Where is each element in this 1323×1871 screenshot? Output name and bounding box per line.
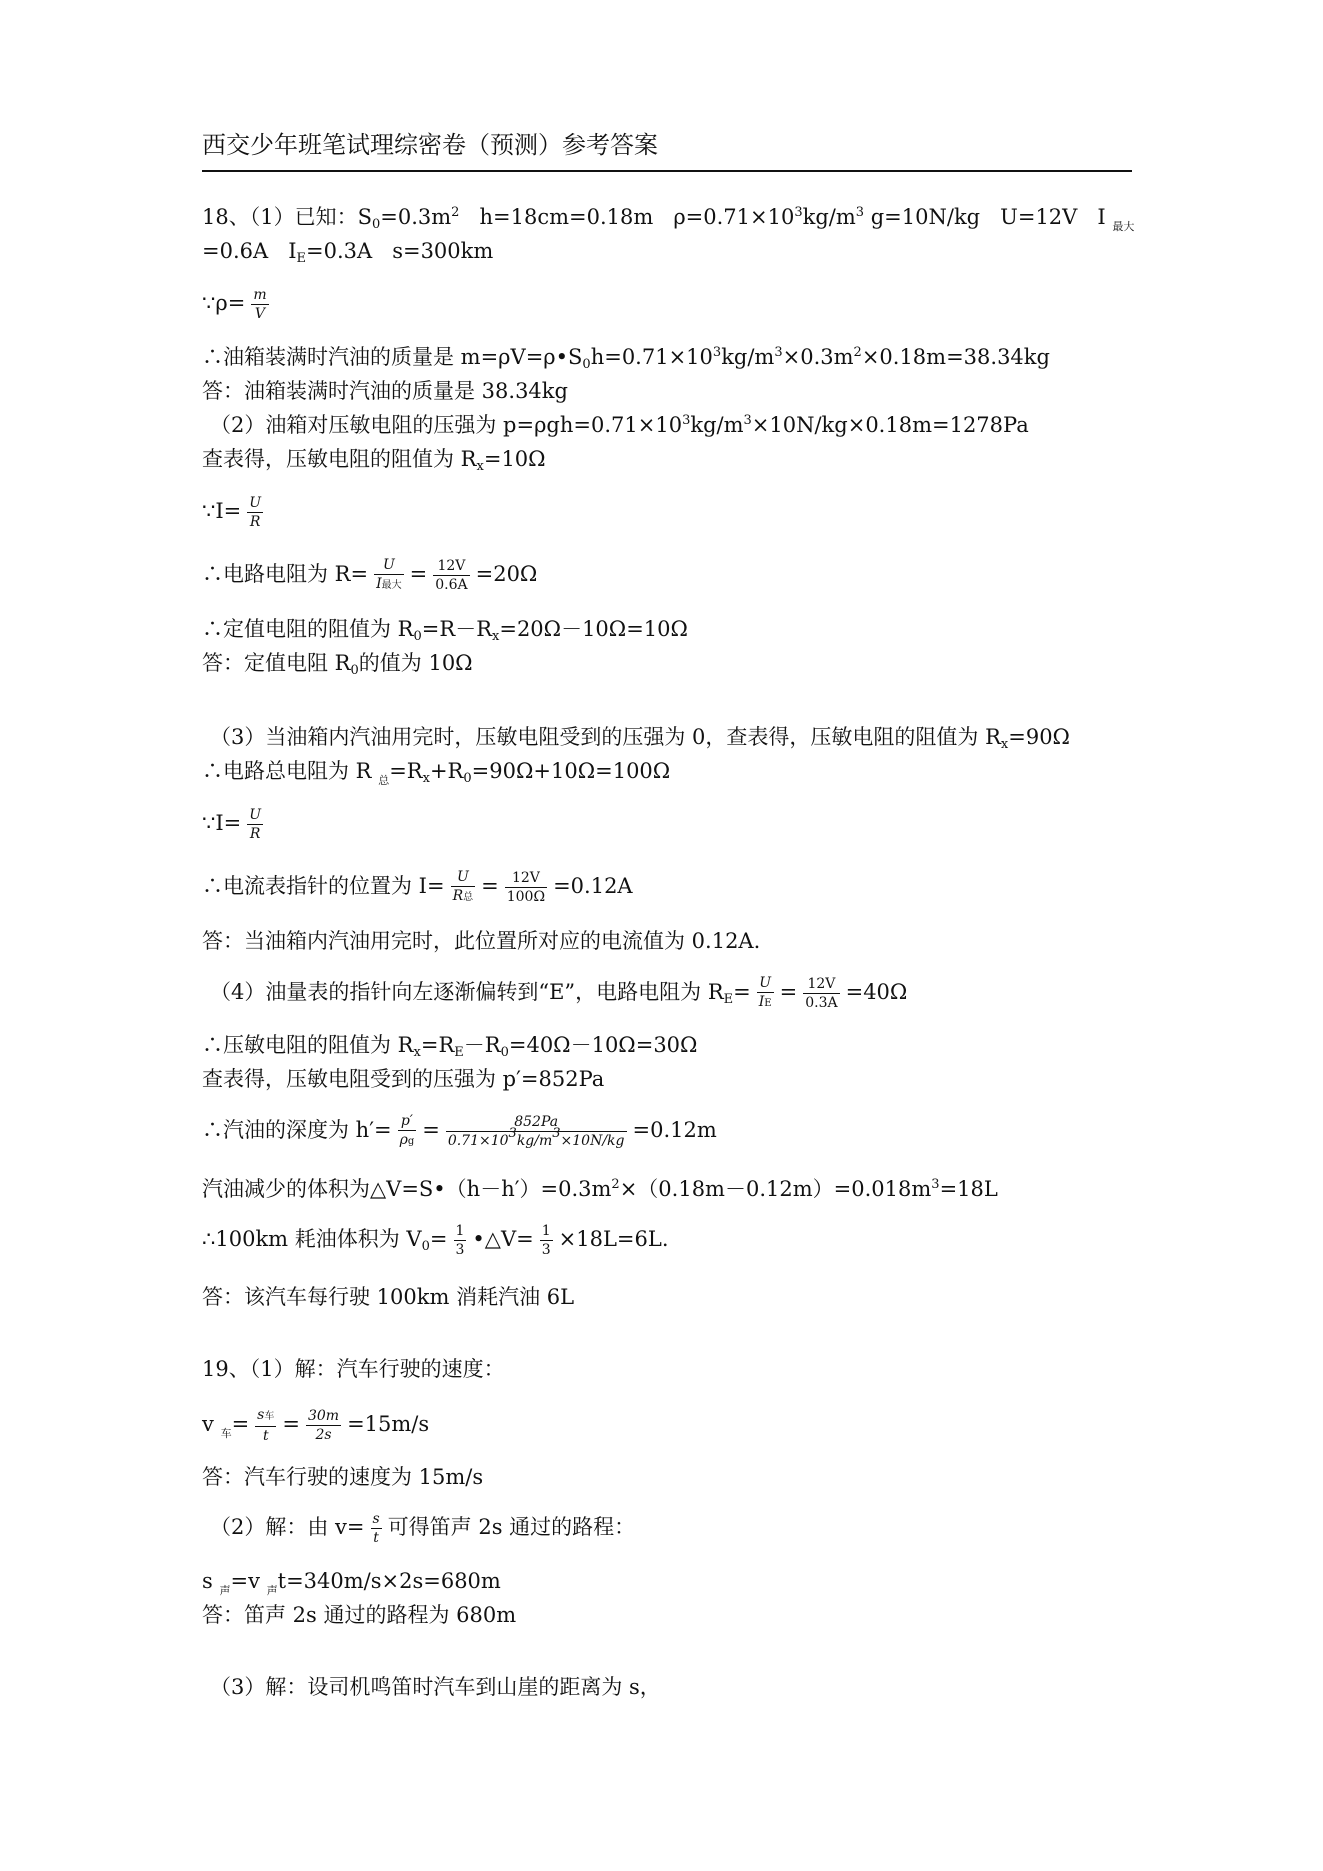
q18-volume-decrease: 汽油减少的体积为$\triangle V=S•(h-h')=0.3m^2\times(0.18m-0.12m)=0.018m^3=18L$ [202, 1177, 998, 1201]
fraction: $\frac{U}{IE}$ [758, 975, 772, 1010]
q19-speed-calc: v $_车$= $\frac{\text{s车}}{t}$ = $\frac{30m}{2s}$ =15m/s [202, 1407, 430, 1444]
page-header [202, 128, 1132, 172]
q18-answer-2: 答：定值电阻 $R_0$的值为 10Ω [202, 651, 473, 678]
fraction: $\frac{U}{R}$ [249, 807, 262, 842]
q19-part-2: （2）解：由 v= $\frac{s}{t}$ 可得笛声 2s 通过的路程： [210, 1511, 636, 1546]
fraction: $\frac{12V}{100\Omega}$ [506, 870, 546, 905]
q18-answer-1: 答：油箱装满时汽油的质量是 38.34kg [202, 379, 568, 403]
fraction: $\frac{m}{V}$ [253, 287, 267, 322]
q18-circuit-resistance: ∴电路电阻为 R= $\frac{U}{\text{I最大}}$ = $\frac{12V}{0.6A}$ =20Ω [202, 557, 538, 593]
page-title: 西交少年班笔试理综密卷（预测）参考答案 [202, 131, 658, 159]
fraction: $\frac{s}{t}$ [372, 1511, 380, 1546]
q18-mass-calc: ∴油箱装满时汽油的质量是 $m=\rho V=\rho•S_0h=0.71\times 10^3kg/m^3\times 0.3m^2\times 0.18m=38.34kg$ [202, 345, 1050, 372]
fraction: $\frac{\text{s车}}{t}$ [257, 1407, 275, 1444]
q19-answer-2: 答：笛声 2s 通过的路程为 680m [202, 1603, 517, 1627]
q19-part-1: 19、（1）解：汽车行驶的速度： [202, 1357, 505, 1381]
fraction: $\frac{U}{\text{I最大}}$ [376, 557, 402, 592]
q18-table-lookup-2: 查表得，压敏电阻受到的压强为 p′=852Pa [202, 1067, 605, 1091]
fraction: $\frac{U}{\text{R总}}$ [452, 869, 474, 904]
q18-answer-4: 答：该汽车每行驶 100km 消耗汽油 6L [202, 1285, 575, 1309]
q18-sensor-resistance: ∴压敏电阻的阻值为 $R_x=R_E-R_0=40\Omega-10\Omega=30\Omega$ [202, 1033, 698, 1060]
fraction: $\frac{852Pa}{0.71\times 10^3kg/m^3\times 10N/kg}$ [447, 1114, 625, 1149]
q19-answer-1: 答：汽车行驶的速度为 15m/s [202, 1465, 484, 1489]
q18-known-line-2: =0.6A $I_E=0.3A$ s=300km [202, 239, 494, 266]
q18-answer-3: 答：当油箱内汽油用完时，此位置所对应的电流值为 0.12A. [202, 929, 761, 953]
q18-ohm-law-1: ∵I= $\frac{U}{R}$ [202, 495, 262, 530]
q18-fixed-resistor-calc: ∴定值电阻的阻值为 $R_0=R-R_x=20\Omega-10\Omega=10\Omega$ [202, 617, 688, 644]
q19-part-3: （3）解：设司机鸣笛时汽车到山崖的距离为 s， [210, 1675, 661, 1699]
q18-part-4-resistance: （4）油量表的指针向左逐渐偏转到“E”，电路电阻为 $R_E=$ $\frac{U}{IE}$ = $\frac{12V}{0.3A}$ =40Ω [210, 975, 908, 1011]
q19-distance-calc: s $_声$=v $_声$t=340m/s×2s=680m [202, 1569, 501, 1597]
q18-ammeter-position: ∴电流表指针的位置为 I= $\frac{U}{\text{R总}}$ = $\frac{12V}{100\Omega}$ =0.12A [202, 869, 633, 905]
fraction: $\frac{12V}{0.6A}$ [435, 558, 468, 593]
q18-table-lookup-1: 查表得，压敏电阻的阻值为 $R_x=10\Omega$ [202, 447, 546, 474]
fraction: $\frac{30m}{2s}$ [307, 1408, 340, 1443]
q18-density-formula: ∵ρ= $\frac{m}{V}$ [202, 287, 267, 322]
fraction: $\frac{12V}{0.3A}$ [805, 976, 838, 1011]
fraction: $\frac{p'}{\rho g}$ [399, 1113, 415, 1148]
q18-ohm-law-2: ∵I= $\frac{U}{R}$ [202, 807, 262, 842]
q18-part-2-pressure: （2）油箱对压敏电阻的压强为 $p=\rho gh=0.71\times 10^3kg/m^3\times 10N/kg\times 0.18m=1278Pa$ [210, 413, 1029, 437]
q18-fuel-per-100km: ∴100km 耗油体积为 $V_0=$ $\frac{1}{3}$ •△V= $\frac{1}{3}$ ×18L=6L. [202, 1223, 669, 1258]
q18-part-3-intro: （3）当油箱内汽油用完时，压敏电阻受到的压强为 0，查表得，压敏电阻的阻值为 $R_x=90\Omega$ [210, 725, 1070, 752]
q18-known-line-1: 18、（1）已知：$S_0=0.3m^2$ h=18cm=0.18m $\rho=0.71\times 10^3kg/m^3$ g=10N/kg U=12V I $_{最大}$ [202, 205, 1135, 233]
q18-oil-depth: ∴汽油的深度为 h′= $\frac{p'}{\rho g}$ = $\frac{852Pa}{0.71\times 10^3kg/m^3\times 10N/kg}$ =0.12m [202, 1113, 717, 1149]
fraction: $\frac{1}{3}$ [541, 1223, 551, 1258]
fraction: $\frac{1}{3}$ [455, 1223, 465, 1258]
fraction: $\frac{U}{R}$ [249, 495, 262, 530]
q18-total-resistance: ∴电路总电阻为 R $_总=R_x+R_0=90\Omega+10\Omega=100\Omega$ [202, 759, 671, 787]
